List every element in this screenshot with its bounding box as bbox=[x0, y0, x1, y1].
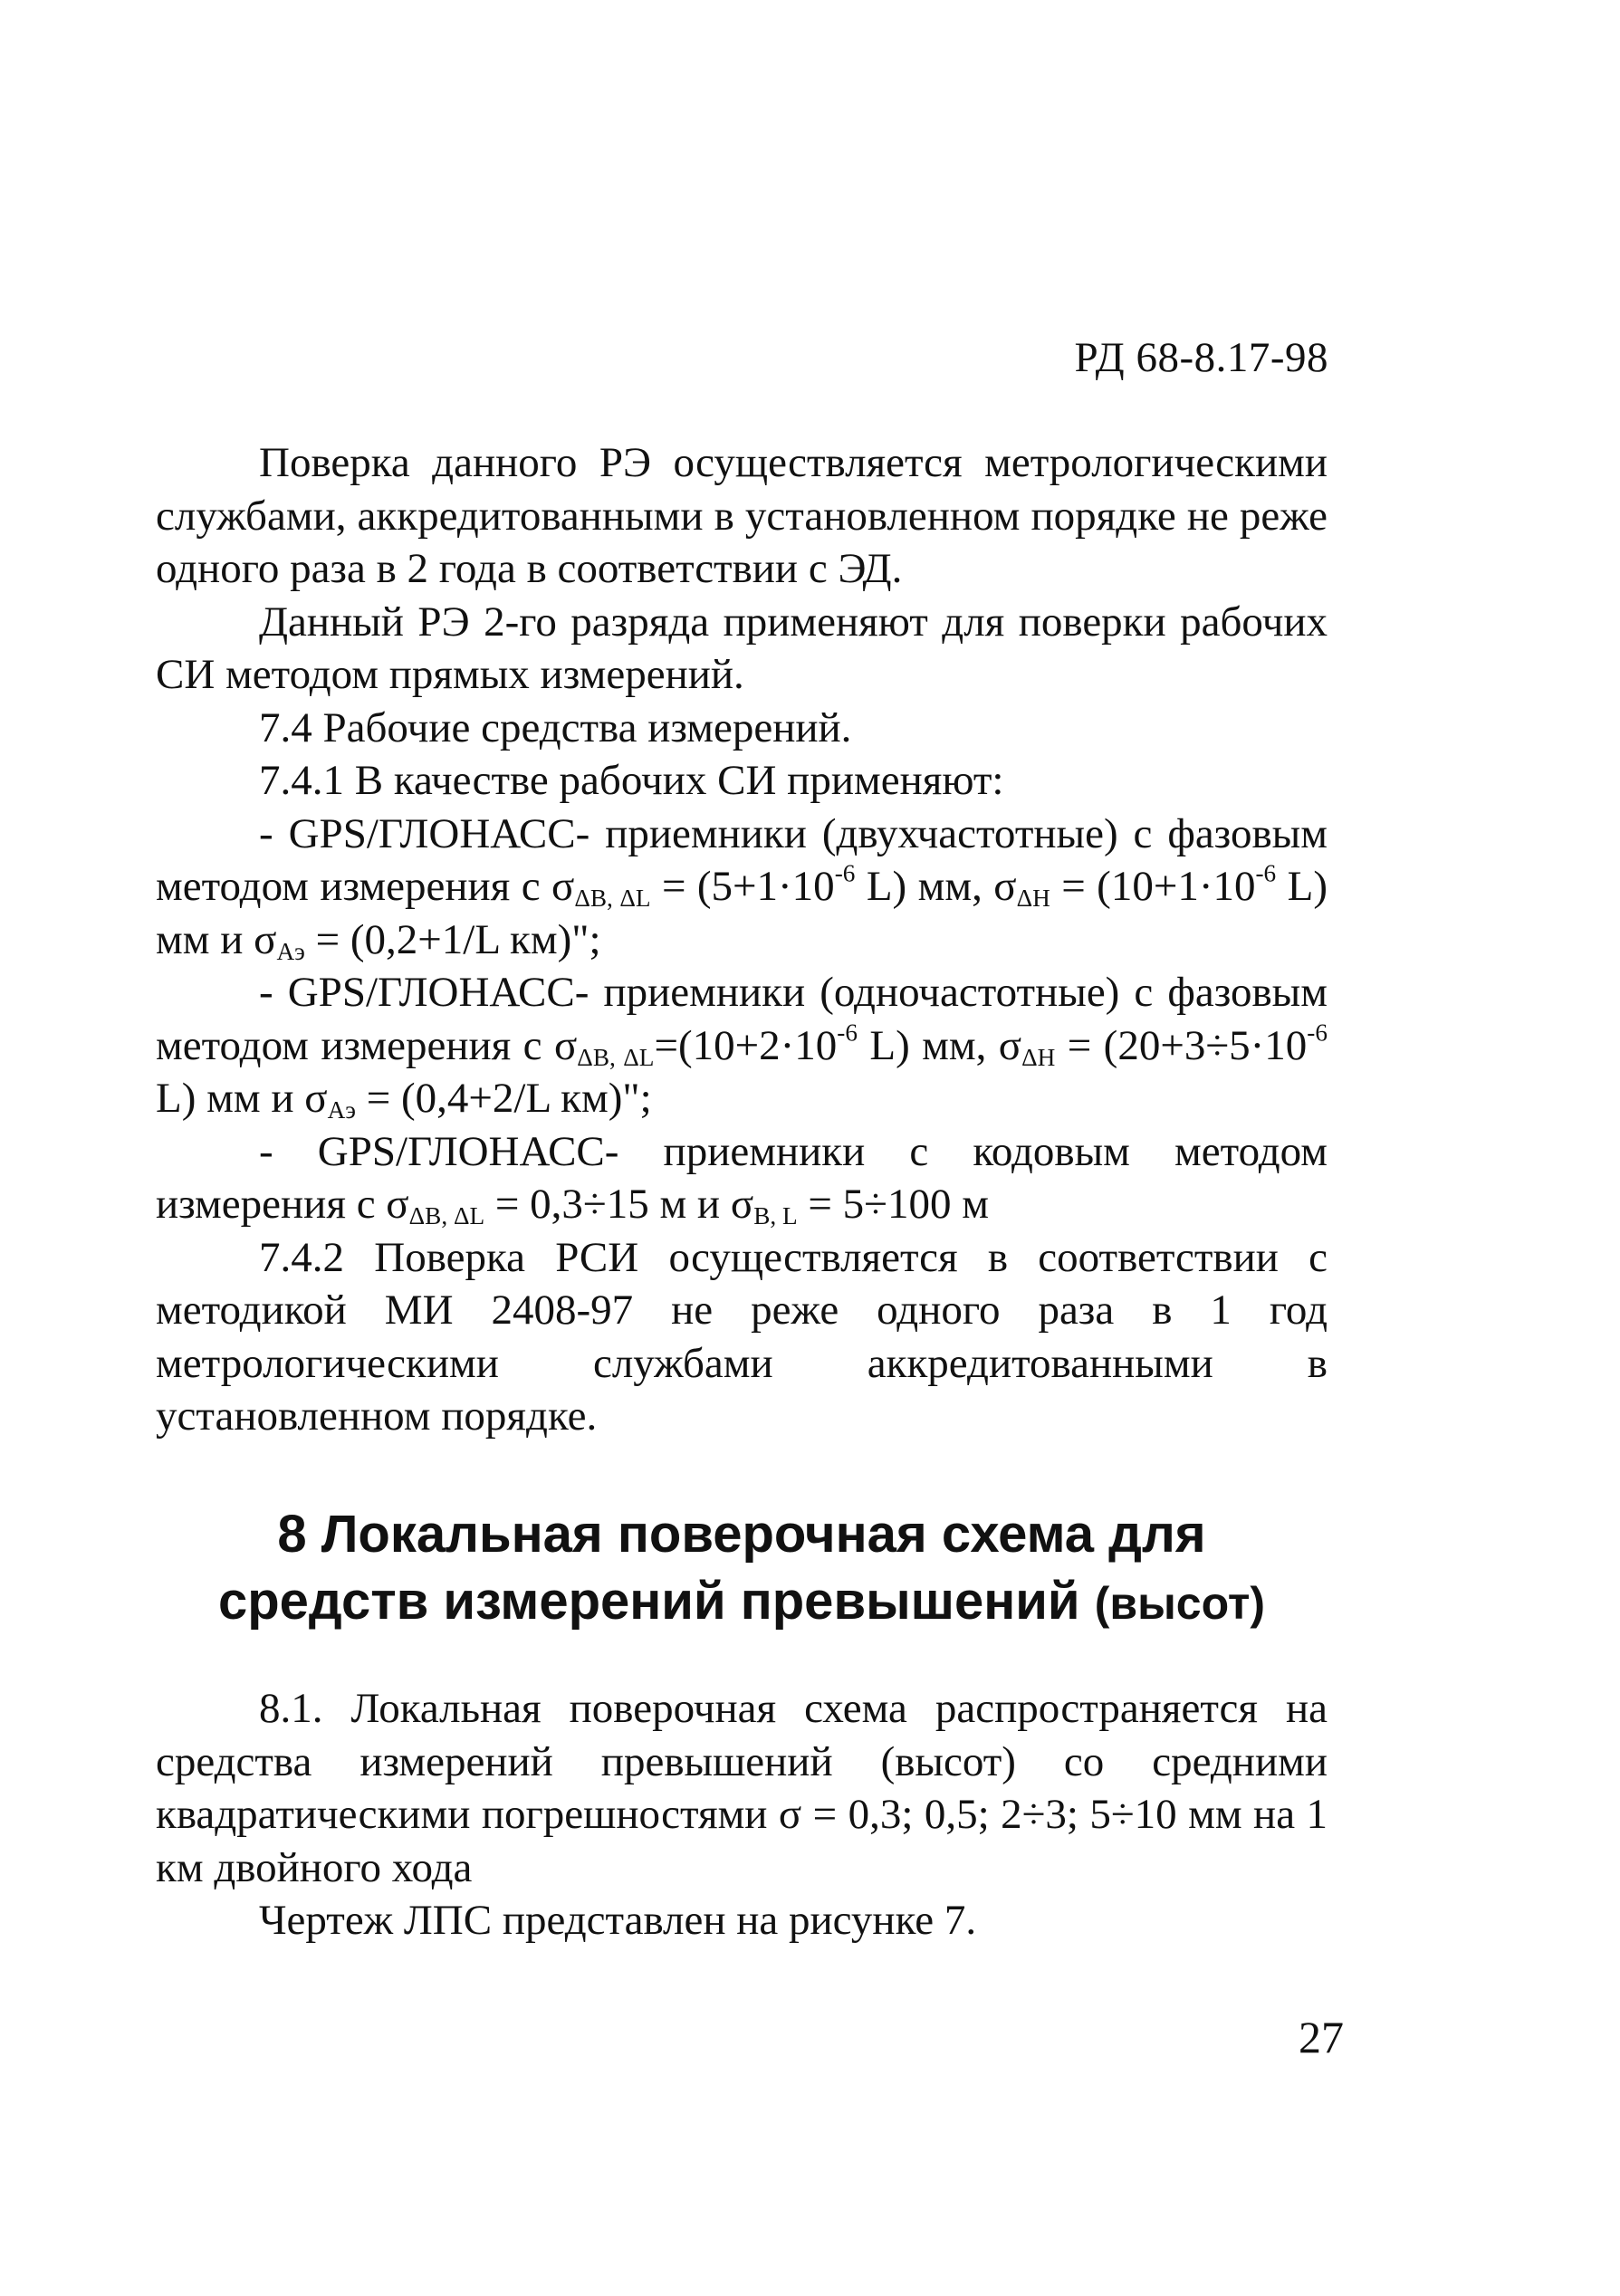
text-run: - GPS/ГЛОНАСС- приемники с кодовым методом измерения с σ bbox=[156, 1127, 1328, 1228]
text-run: L) мм, σ bbox=[855, 863, 1017, 910]
subscript: ΔВ, ΔL bbox=[574, 884, 651, 912]
section-8-heading bbox=[156, 1501, 1328, 1637]
subscript: Аэ bbox=[276, 937, 305, 965]
paragraph-verification: Поверка данного РЭ осуществляется метрологическими службами, аккредитованными в установленном порядке не реже одного раза в 2 года в соответствии с ЭД. bbox=[156, 439, 1328, 592]
body-text bbox=[156, 436, 1328, 1443]
subscript: Аэ bbox=[327, 1095, 356, 1124]
text-run: = (0,4+2/L км)"; bbox=[355, 1075, 652, 1122]
text-run: = (20+3÷5·10 bbox=[1055, 1021, 1308, 1069]
subscript: ΔН bbox=[1021, 1043, 1056, 1071]
section-8-text bbox=[156, 1682, 1328, 1947]
heading-line-1: 8 Локальная поверочная схема для bbox=[277, 1505, 1206, 1564]
superscript: -6 bbox=[1255, 859, 1277, 887]
figure-reference: Чертеж ЛПС представлен на рисунке 7. bbox=[259, 1897, 977, 1944]
text-run: L) мм, σ bbox=[857, 1021, 1022, 1069]
subscript: ΔВ, ΔL bbox=[408, 1201, 485, 1229]
text-run: - GPS/ГЛОНАСС- приемники (одночастотные) с фазовым методом измерения с σ bbox=[156, 969, 1328, 1069]
page-number: 27 bbox=[1299, 2012, 1344, 2062]
clause-8-1: 8.1. Локальная поверочная схема распространяется на средства измерений превышений (высот) со средними квадратическими погрешностями σ = 0,3; 0,5; 2÷3; 5÷10 мм на 1 км двойного хода bbox=[156, 1685, 1328, 1891]
text-run: = (0,2+1/L км)"; bbox=[304, 915, 601, 963]
list-item-dual-frequency bbox=[156, 808, 1328, 967]
text-run: - GPS/ГЛОНАСС- приемники (двухчастотные) с фазовым методом измерения с σ bbox=[156, 809, 1328, 910]
text-run: = 0,3÷15 м и σ bbox=[484, 1181, 754, 1228]
superscript: -6 bbox=[834, 859, 856, 887]
list-item-code-method bbox=[156, 1125, 1328, 1231]
text-run: =(10+2·10 bbox=[654, 1021, 838, 1069]
subscript: ΔН bbox=[1016, 884, 1050, 912]
subscript: ΔВ, ΔL bbox=[577, 1043, 655, 1071]
text-run: = (10+1·10 bbox=[1050, 863, 1256, 910]
clause-7-4-2: 7.4.2 Поверка РСИ осуществляется в соответствии с методикой МИ 2408-97 не реже одного раза в 1 год метрологическими службами аккредитованными в установленном порядке. bbox=[156, 1233, 1328, 1440]
text-run: L) мм и σ bbox=[156, 1075, 328, 1122]
document-code: РД 68-8.17-98 bbox=[1074, 334, 1328, 381]
text-run: = 5÷100 м bbox=[797, 1181, 989, 1228]
list-item-single-frequency bbox=[156, 966, 1328, 1125]
superscript: -6 bbox=[1307, 1019, 1328, 1047]
heading-line-2: средств измерений превышений bbox=[217, 1572, 1080, 1631]
paragraph-application: Данный РЭ 2-го разряда применяют для поверки рабочих СИ методом прямых измерений. bbox=[156, 598, 1328, 698]
text-run: = (5+1·10 bbox=[650, 863, 835, 910]
clause-7-4-1: 7.4.1 В качестве рабочих СИ применяют: bbox=[259, 757, 1004, 804]
superscript: -6 bbox=[837, 1019, 858, 1047]
heading-line-2-suffix: (высот) bbox=[1094, 1578, 1266, 1629]
clause-7-4: 7.4 Рабочие средства измерений. bbox=[259, 703, 852, 751]
subscript: В, L bbox=[753, 1201, 798, 1229]
text-run: L) мм и σ bbox=[156, 863, 1328, 963]
